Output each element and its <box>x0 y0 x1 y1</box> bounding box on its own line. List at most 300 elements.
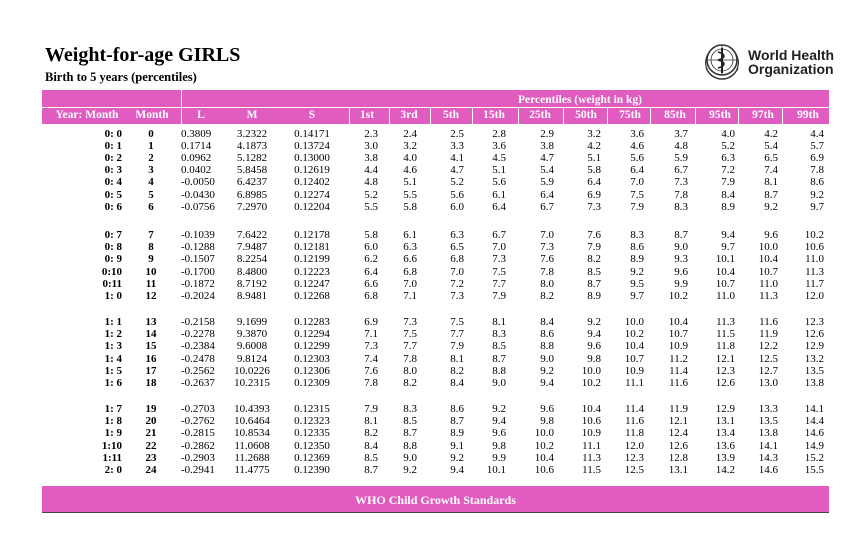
table-cell: 9.6 <box>764 229 778 241</box>
table-cell: 8.7 <box>587 277 601 290</box>
table-cell: 2: 0 <box>104 464 122 476</box>
table-cell: 8.4 <box>364 439 378 452</box>
table-cell: 12.9 <box>715 403 735 415</box>
table-cell: 6.8985 <box>236 188 268 201</box>
table-cell: 8.9 <box>721 200 735 213</box>
table-cell: 8.5 <box>492 340 506 353</box>
table-cell: 0.12283 <box>294 316 330 328</box>
table-cell: 9.8 <box>587 352 601 365</box>
table-cell: 0.14171 <box>294 127 330 140</box>
column-header: 75th <box>619 109 641 121</box>
table-cell: -0.1700 <box>181 265 215 278</box>
table-cell: 7.8 <box>403 352 417 365</box>
table-cell: 6.4 <box>587 176 601 189</box>
table-cell: 23 <box>145 451 157 464</box>
table-cell: 9.8124 <box>236 352 268 365</box>
table-cell: 9.7 <box>630 290 644 302</box>
table-cell: 5.1 <box>492 164 506 177</box>
table-cell: 1: 2 <box>104 328 122 341</box>
table-cell: 0.12274 <box>294 188 330 201</box>
table-cell: 4.0 <box>721 127 735 140</box>
table-cell: 1: 9 <box>104 427 122 440</box>
table-cell: 2.3 <box>364 127 378 140</box>
table-cell: -0.2278 <box>181 328 215 341</box>
table-cell: 10.6 <box>581 415 601 428</box>
table-cell: 11.0 <box>759 277 778 290</box>
table-cell: 11.8 <box>625 427 644 440</box>
who-wordmark <box>748 48 834 76</box>
table-cell: 10.8534 <box>234 427 270 440</box>
table-cell: 13.2 <box>804 352 824 365</box>
table-cell: 10.9 <box>581 427 601 440</box>
table-cell: 1: 4 <box>104 352 122 365</box>
table-cell: 9.2 <box>587 316 601 328</box>
column-divider <box>563 108 564 124</box>
table-cell: 0.0402 <box>181 164 212 177</box>
table-cell: 3.3 <box>450 139 464 152</box>
table-cell: 18 <box>145 377 157 389</box>
table-cell: -0.2384 <box>181 340 215 353</box>
table-cell: 4.7 <box>450 164 464 177</box>
table-cell: 6.9 <box>587 188 601 201</box>
table-cell: 8.5 <box>587 265 601 278</box>
table-cell: 11.4 <box>625 403 644 415</box>
table-cell: 0: 6 <box>104 200 122 213</box>
table-cell: 10.4 <box>668 316 688 328</box>
column-header: Year: Month <box>55 109 119 121</box>
table-cell: 5.9 <box>540 176 554 189</box>
table-cell: 9.6008 <box>236 340 268 353</box>
table-cell: 5.1282 <box>236 151 268 164</box>
table-cell: 10.7 <box>715 277 735 290</box>
table-cell: 11.1 <box>625 377 644 389</box>
table-cell: 22 <box>145 439 157 452</box>
column-header: 3rd <box>400 109 418 121</box>
table-cell: 6 <box>148 200 154 213</box>
table-cell: 13.6 <box>715 439 735 452</box>
table-cell: 8.8 <box>540 340 554 353</box>
table-cell: 1: 8 <box>104 415 122 428</box>
table-cell: 11.2 <box>669 352 688 365</box>
table-cell: 8.2 <box>364 427 378 440</box>
table-cell: 0.1714 <box>181 139 212 152</box>
table-cell: 6.2 <box>364 253 378 266</box>
table-cell: 9.9 <box>674 277 688 290</box>
table-cell: 3.0 <box>364 139 378 152</box>
table-cell: 11.7 <box>805 277 824 290</box>
table-cell: 12.3 <box>804 316 824 328</box>
table-cell: 6.4 <box>492 200 506 213</box>
table-cell: 7.4 <box>364 352 378 365</box>
table-cell: 0.12619 <box>294 164 330 177</box>
table-cell: 11.4 <box>669 364 688 377</box>
table-cell: 0.12315 <box>294 403 330 415</box>
table-cell: 6.9 <box>810 151 824 164</box>
table-cell: 8.9 <box>587 290 601 302</box>
table-cell: 8.3 <box>630 229 644 241</box>
table-cell: 0.12223 <box>294 265 330 278</box>
table-cell: 3.6 <box>630 127 644 140</box>
table-cell: 0.12178 <box>294 229 330 241</box>
table-cell: 7.9 <box>630 200 644 213</box>
table-cell: 5.8 <box>587 164 601 177</box>
table-cell: 8.0 <box>403 364 417 377</box>
table-cell: 13.1 <box>715 415 735 428</box>
table-cell: 7.3 <box>492 253 506 266</box>
table-cell: 8.9481 <box>236 290 268 302</box>
table-cell: 8.4800 <box>236 265 268 278</box>
table-cell: 9.8 <box>540 415 554 428</box>
table-cell: 8.7 <box>450 415 464 428</box>
table-cell: 12 <box>145 290 157 302</box>
table-cell: 11.5 <box>582 464 601 476</box>
table-cell: 7.9 <box>450 340 464 353</box>
table-cell: 9.6 <box>540 403 554 415</box>
table-cell: 8.1 <box>364 415 378 428</box>
table-cell: 8.6 <box>450 403 464 415</box>
table-cell: 7.7 <box>492 277 506 290</box>
table-cell: 9.2 <box>403 464 417 476</box>
table-cell: 0.12204 <box>294 200 330 213</box>
table-cell: 13.1 <box>668 464 688 476</box>
table-cell: 15.5 <box>804 464 824 476</box>
table-cell: 9.0 <box>403 451 417 464</box>
table-cell: 14.6 <box>804 427 824 440</box>
table-cell: 10.6464 <box>234 415 270 428</box>
table-cell: 5.1 <box>403 176 417 189</box>
table-cell: 13.4 <box>715 427 735 440</box>
table-cell: 8.2 <box>403 377 417 389</box>
table-cell: 12.7 <box>758 364 778 377</box>
table-cell: 6.7 <box>540 200 554 213</box>
table-cell: 4 <box>148 176 154 189</box>
table-cell: 4.6 <box>403 164 417 177</box>
column-divider <box>430 108 431 124</box>
column-header: 97th <box>752 109 774 121</box>
table-cell: 6.8 <box>364 290 378 302</box>
table-cell: 12.3 <box>624 451 644 464</box>
table-cell: 11.1 <box>582 439 601 452</box>
table-cell: -0.0756 <box>181 200 215 213</box>
table-cell: 0.12323 <box>294 415 330 428</box>
table-cell: 4.4 <box>364 164 378 177</box>
table-cell: 5.2 <box>721 139 735 152</box>
table-cell: 9.5 <box>630 277 644 290</box>
table-cell: 10.2 <box>668 290 688 302</box>
percentiles-title: Percentiles (weight in kg) <box>517 94 643 106</box>
table-cell: 5.7 <box>810 139 824 152</box>
table-cell: 7.0 <box>540 229 554 241</box>
table-cell: 3.6 <box>492 139 506 152</box>
table-cell: 10.0226 <box>234 364 270 377</box>
table-cell: 5.6 <box>630 151 644 164</box>
table-cell: 7.6 <box>540 253 554 266</box>
table-cell: 9.7 <box>810 200 824 213</box>
table-cell: 2.9 <box>540 127 554 140</box>
table-cell: 7.3 <box>450 290 464 302</box>
table-cell: 1:10 <box>101 439 122 452</box>
column-header: 1st <box>359 109 375 121</box>
table-cell: 10.1 <box>486 464 506 476</box>
column-header: 85th <box>664 109 686 121</box>
table-cell: -0.2815 <box>181 427 215 440</box>
table-cell: 1: 6 <box>104 377 122 389</box>
table-cell: 6.0 <box>450 200 464 213</box>
table-cell: 3.2 <box>403 139 417 152</box>
table-cell: 20 <box>145 415 157 428</box>
table-cell: 0.3809 <box>181 127 212 140</box>
table-cell: 14.6 <box>758 464 778 476</box>
column-divider <box>650 108 651 124</box>
table-cell: 1: 1 <box>104 316 122 328</box>
table-cell: 0.12350 <box>294 439 330 452</box>
table-cell: 6.5 <box>450 241 464 254</box>
table-cell: 13.3 <box>758 403 778 415</box>
column-divider <box>349 108 350 124</box>
table-cell: -0.1507 <box>181 253 215 266</box>
table-cell: 6.6 <box>364 277 378 290</box>
table-cell: 21 <box>145 427 157 440</box>
table-cell: 9.2 <box>810 188 824 201</box>
table-cell: 8.2 <box>450 364 464 377</box>
who-name-line2: Organization <box>748 61 834 77</box>
table-cell: 6.3 <box>450 229 464 241</box>
table-cell: 0: 0 <box>104 127 122 140</box>
table-cell: 3.7 <box>674 127 688 140</box>
table-cell: 7.7 <box>403 340 417 353</box>
table-cell: 0: 3 <box>104 164 122 177</box>
table-cell: 8.7 <box>764 188 778 201</box>
table-cell: 11.6 <box>669 377 688 389</box>
table-cell: 8.3 <box>674 200 688 213</box>
table-cell: 0:10 <box>101 265 122 278</box>
table-cell: -0.2478 <box>181 352 215 365</box>
table-cell: 6.5 <box>764 151 778 164</box>
table-cell: 10.2 <box>581 377 601 389</box>
column-divider <box>738 108 739 124</box>
table-cell: 10.2315 <box>234 377 270 389</box>
table-cell: 12.4 <box>668 427 688 440</box>
table-cell: 11.0 <box>805 253 824 266</box>
table-cell: 8.7192 <box>236 277 268 290</box>
table-cell: 9.8 <box>492 439 506 452</box>
table-cell: 8.3 <box>403 403 417 415</box>
table-cell: 9.0 <box>540 352 554 365</box>
table-cell: 12.1 <box>668 415 688 428</box>
table-cell: -0.2637 <box>181 377 215 389</box>
table-cell: 4.1 <box>450 151 464 164</box>
table-cell: 7.2 <box>450 277 464 290</box>
table-cell: 5.4 <box>540 164 554 177</box>
table-cell: 11.3 <box>716 316 735 328</box>
table-cell: 6.0 <box>364 241 378 254</box>
table-cell: 7.5 <box>450 316 464 328</box>
table-cell: 0: 5 <box>104 188 122 201</box>
table-cell: 10.4 <box>758 253 778 266</box>
table-cell: 7.6 <box>364 364 378 377</box>
table-cell: 6.6 <box>403 253 417 266</box>
table-cell: 14.1 <box>804 403 824 415</box>
table-cell: 10.0 <box>758 241 778 254</box>
table-cell: 6.7 <box>674 164 688 177</box>
table-cell: 5.8458 <box>236 164 268 177</box>
table-cell: 10.7 <box>668 328 688 341</box>
who-name-line1: World Health <box>748 47 835 63</box>
table-cell: 9 <box>148 253 154 266</box>
table-cell: 0: 9 <box>104 253 122 266</box>
table-cell: 5.5 <box>403 188 417 201</box>
table-cell: 3.8 <box>540 139 554 152</box>
column-divider <box>472 108 473 124</box>
column-header: M <box>246 109 258 121</box>
table-cell: 1: 0 <box>104 290 122 302</box>
table-cell: 11.2688 <box>234 451 270 464</box>
table-cell: 12.5 <box>758 352 778 365</box>
table-cell: 12.2 <box>758 340 778 353</box>
table-cell: 5.9 <box>674 151 688 164</box>
table-cell: 12.9 <box>804 340 824 353</box>
footer-text: WHO Child Growth Standards <box>355 493 516 507</box>
table-cell: 10.4 <box>715 265 735 278</box>
table-cell: 13.8 <box>758 427 778 440</box>
table-cell: 9.2 <box>764 200 778 213</box>
table-cell: 7.9 <box>364 403 378 415</box>
table-cell: 0.12199 <box>294 253 330 266</box>
table-cell: 8.3 <box>492 328 506 341</box>
table-cell: 7.8 <box>810 164 824 177</box>
column-header: 99th <box>797 109 819 121</box>
table-cell: 7.0 <box>630 176 644 189</box>
table-cell: -0.1872 <box>181 277 215 290</box>
table-cell: 11.9 <box>669 403 688 415</box>
table-cell: 9.0 <box>492 377 506 389</box>
table-cell: 7.6 <box>587 229 601 241</box>
table-cell: 7.4 <box>764 164 778 177</box>
table-cell: -0.0430 <box>181 188 215 201</box>
table-cell: 15 <box>145 340 157 353</box>
table-cell: 8.7 <box>674 229 688 241</box>
table-cell: 2 <box>148 151 154 164</box>
column-header: S <box>308 109 316 121</box>
table-cell: 9.6 <box>587 340 601 353</box>
table-cell: 0.12369 <box>294 451 330 464</box>
table-cell: 8.7 <box>403 427 417 440</box>
table-cell: 14.9 <box>804 439 824 452</box>
table-cell: 7.3 <box>364 340 378 353</box>
table-cell: 10.9 <box>668 340 688 353</box>
column-divider <box>782 108 783 124</box>
table-cell: 12.6 <box>804 328 824 341</box>
table-cell: 19 <box>145 403 157 415</box>
column-divider <box>695 108 696 124</box>
table-cell: 0.13000 <box>294 151 330 164</box>
table-cell: 5.4 <box>764 139 778 152</box>
table-cell: 13 <box>145 316 157 328</box>
table-cell: 12.8 <box>668 451 688 464</box>
weight-for-age-table <box>42 124 829 486</box>
table-cell: 11.0608 <box>234 439 270 452</box>
table-cell: 14.2 <box>715 464 735 476</box>
table-cell: 17 <box>145 364 157 377</box>
table-cell: 11.8 <box>716 340 735 353</box>
table-cell: -0.1288 <box>181 241 215 254</box>
table-cell: 8.6 <box>810 176 824 189</box>
table-cell: 8.1 <box>764 176 778 189</box>
table-cell: 7.0 <box>492 241 506 254</box>
table-cell: 9.2 <box>492 403 506 415</box>
table-cell: 7.9 <box>721 176 735 189</box>
table-cell: 10.7 <box>758 265 778 278</box>
column-header: 95th <box>709 109 731 121</box>
table-cell: 12.0 <box>624 439 644 452</box>
table-cell: 6.4 <box>630 164 644 177</box>
table-cell: 12.0 <box>804 290 824 302</box>
table-cell: 11.0 <box>716 290 735 302</box>
table-cell: 0: 2 <box>104 151 122 164</box>
table-cell: -0.1039 <box>181 229 215 241</box>
percentiles-band <box>42 90 829 108</box>
table-cell: 0.12181 <box>294 241 330 254</box>
table-cell: 5.1 <box>587 151 601 164</box>
table-cell: 5.2 <box>450 176 464 189</box>
table-cell: 12.3 <box>715 364 735 377</box>
table-cell: 7.8 <box>674 188 688 201</box>
table-cell: 4.6 <box>630 139 644 152</box>
table-cell: 13.9 <box>715 451 735 464</box>
table-cell: 7.0 <box>450 265 464 278</box>
column-divider <box>389 108 390 124</box>
table-cell: 6.4 <box>540 188 554 201</box>
table-cell: 0.12294 <box>294 328 330 341</box>
table-cell: 11.3 <box>805 265 824 278</box>
table-cell: 8.8 <box>492 364 506 377</box>
bottom-rule <box>42 512 829 513</box>
table-cell: 9.6 <box>674 265 688 278</box>
table-cell: 0.0962 <box>181 151 212 164</box>
table-cell: 7.3 <box>403 316 417 328</box>
table-cell: 0.12299 <box>294 340 330 353</box>
table-cell: 8.0 <box>540 277 554 290</box>
table-cell: 10.0 <box>624 316 644 328</box>
table-cell: 9.1699 <box>236 316 268 328</box>
table-cell: 7.9 <box>492 290 506 302</box>
table-cell: 7.8 <box>540 265 554 278</box>
table-cell: 11.3 <box>759 290 778 302</box>
table-cell: 15.2 <box>804 451 824 464</box>
table-cell: 10.4 <box>581 403 601 415</box>
table-cell: 11.6 <box>625 415 644 428</box>
table-cell: 3 <box>148 164 154 177</box>
table-cell: 8.6 <box>540 328 554 341</box>
table-cell: 7.1 <box>364 328 378 341</box>
table-cell: 2.8 <box>492 127 506 140</box>
table-cell: -0.2024 <box>181 290 215 302</box>
table-cell: 10.1 <box>715 253 735 266</box>
table-cell: 9.1 <box>450 439 464 452</box>
table-cell: 9.2 <box>540 364 554 377</box>
who-emblem-icon <box>702 42 744 82</box>
table-cell: 9.3 <box>674 253 688 266</box>
table-cell: 11.9 <box>759 328 778 341</box>
table-cell: 0.12402 <box>294 176 330 189</box>
table-cell: 7.0 <box>403 277 417 290</box>
page-subtitle: Birth to 5 years (percentiles) <box>45 70 197 84</box>
table-cell: 0.12247 <box>294 277 330 290</box>
table-cell: 8.7 <box>492 352 506 365</box>
table-cell: 10.0 <box>534 427 554 440</box>
table-cell: 0.12335 <box>294 427 330 440</box>
table-cell: 11.6 <box>759 316 778 328</box>
